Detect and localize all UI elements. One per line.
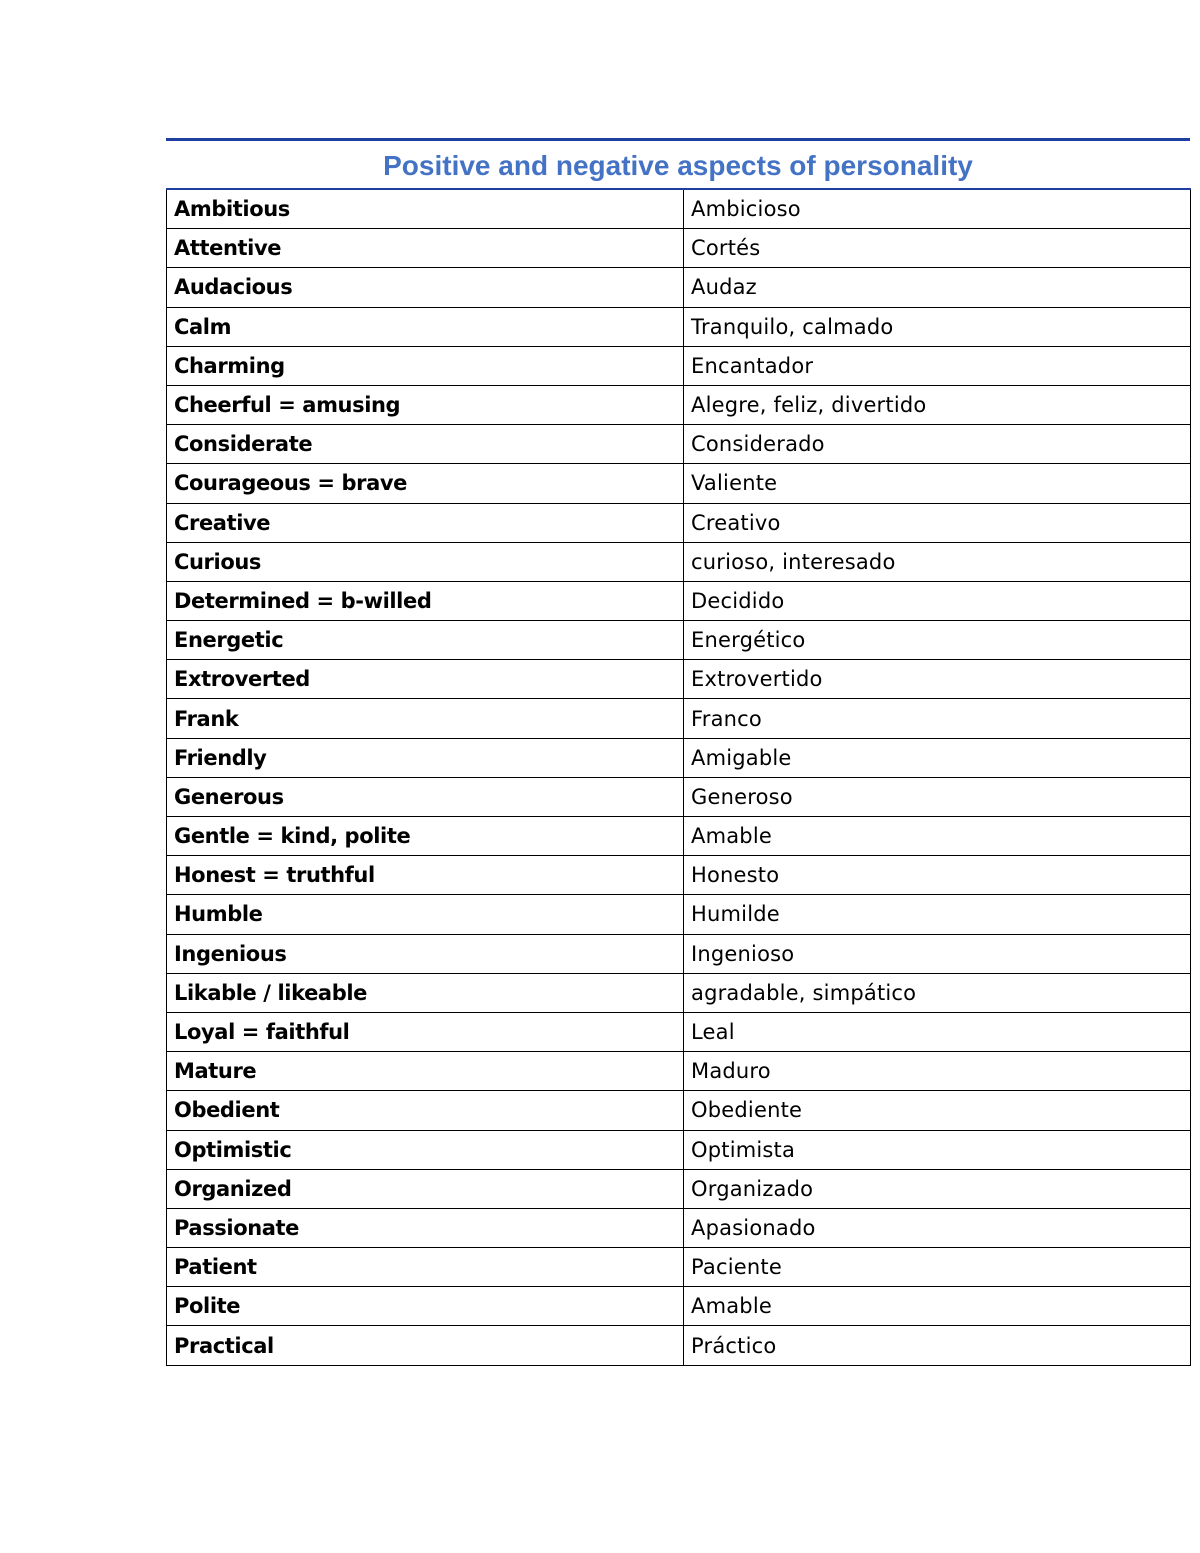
english-term-cell: Determined = b-willed: [167, 581, 684, 620]
spanish-translation-cell: Optimista: [684, 1130, 1191, 1169]
vocabulary-table-body: [167, 189, 1191, 1365]
english-term-cell: Patient: [167, 1248, 684, 1287]
english-term-cell: Organized: [167, 1169, 684, 1208]
spanish-translation-cell: Alegre, feliz, divertido: [684, 385, 1191, 424]
table-row: [167, 738, 1191, 777]
table-row: [167, 542, 1191, 581]
spanish-translation-cell: Amable: [684, 1287, 1191, 1326]
english-term-cell: Curious: [167, 542, 684, 581]
spanish-translation-cell: curioso, interesado: [684, 542, 1191, 581]
spanish-translation-cell: Considerado: [684, 425, 1191, 464]
table-row: [167, 1287, 1191, 1326]
english-term-cell: Charming: [167, 346, 684, 385]
english-term-cell: Energetic: [167, 621, 684, 660]
table-row: [167, 268, 1191, 307]
table-row: [167, 621, 1191, 660]
spanish-translation-cell: Amable: [684, 817, 1191, 856]
english-term-cell: Generous: [167, 777, 684, 816]
spanish-translation-cell: Honesto: [684, 856, 1191, 895]
table-row: [167, 895, 1191, 934]
spanish-translation-cell: agradable, simpático: [684, 973, 1191, 1012]
table-row: [167, 346, 1191, 385]
spanish-translation-cell: Creativo: [684, 503, 1191, 542]
spanish-translation-cell: Apasionado: [684, 1208, 1191, 1247]
table-row: [167, 425, 1191, 464]
vocabulary-table: [166, 188, 1191, 1366]
table-row: [167, 581, 1191, 620]
english-term-cell: Frank: [167, 699, 684, 738]
table-row: [167, 1248, 1191, 1287]
english-term-cell: Passionate: [167, 1208, 684, 1247]
table-row: [167, 1169, 1191, 1208]
english-term-cell: Polite: [167, 1287, 684, 1326]
english-term-cell: Mature: [167, 1052, 684, 1091]
spanish-translation-cell: Generoso: [684, 777, 1191, 816]
table-row: [167, 817, 1191, 856]
spanish-translation-cell: Energético: [684, 621, 1191, 660]
english-term-cell: Courageous = brave: [167, 464, 684, 503]
table-row: [167, 856, 1191, 895]
title-top-rule: [166, 138, 1190, 141]
spanish-translation-cell: Decidido: [684, 581, 1191, 620]
table-row: [167, 1208, 1191, 1247]
table-row: [167, 934, 1191, 973]
english-term-cell: Extroverted: [167, 660, 684, 699]
table-row: [167, 229, 1191, 268]
table-row: [167, 307, 1191, 346]
spanish-translation-cell: Amigable: [684, 738, 1191, 777]
spanish-translation-cell: Valiente: [684, 464, 1191, 503]
table-row: [167, 503, 1191, 542]
page-title: Positive and negative aspects of personality: [383, 150, 973, 181]
spanish-translation-cell: Humilde: [684, 895, 1191, 934]
table-row: [167, 1130, 1191, 1169]
table-row: [167, 1012, 1191, 1051]
english-term-cell: Creative: [167, 503, 684, 542]
table-row: [167, 189, 1191, 229]
table-row: [167, 699, 1191, 738]
table-row: [167, 385, 1191, 424]
spanish-translation-cell: Ingenioso: [684, 934, 1191, 973]
spanish-translation-cell: Paciente: [684, 1248, 1191, 1287]
table-row: [167, 1091, 1191, 1130]
spanish-translation-cell: Encantador: [684, 346, 1191, 385]
english-term-cell: Likable / likeable: [167, 973, 684, 1012]
table-row: [167, 777, 1191, 816]
english-term-cell: Loyal = faithful: [167, 1012, 684, 1051]
spanish-translation-cell: Audaz: [684, 268, 1191, 307]
english-term-cell: Considerate: [167, 425, 684, 464]
table-row: [167, 464, 1191, 503]
spanish-translation-cell: Obediente: [684, 1091, 1191, 1130]
table-row: [167, 660, 1191, 699]
english-term-cell: Honest = truthful: [167, 856, 684, 895]
english-term-cell: Ambitious: [167, 189, 684, 229]
english-term-cell: Ingenious: [167, 934, 684, 973]
english-term-cell: Audacious: [167, 268, 684, 307]
spanish-translation-cell: Ambicioso: [684, 189, 1191, 229]
english-term-cell: Gentle = kind, polite: [167, 817, 684, 856]
table-row: [167, 1052, 1191, 1091]
spanish-translation-cell: Organizado: [684, 1169, 1191, 1208]
spanish-translation-cell: Extrovertido: [684, 660, 1191, 699]
english-term-cell: Humble: [167, 895, 684, 934]
english-term-cell: Optimistic: [167, 1130, 684, 1169]
spanish-translation-cell: Franco: [684, 699, 1191, 738]
english-term-cell: Attentive: [167, 229, 684, 268]
table-row: [167, 973, 1191, 1012]
english-term-cell: Cheerful = amusing: [167, 385, 684, 424]
spanish-translation-cell: Cortés: [684, 229, 1191, 268]
english-term-cell: Friendly: [167, 738, 684, 777]
spanish-translation-cell: Leal: [684, 1012, 1191, 1051]
spanish-translation-cell: Práctico: [684, 1326, 1191, 1365]
english-term-cell: Practical: [167, 1326, 684, 1365]
english-term-cell: Calm: [167, 307, 684, 346]
table-row: [167, 1326, 1191, 1365]
spanish-translation-cell: Tranquilo, calmado: [684, 307, 1191, 346]
spanish-translation-cell: Maduro: [684, 1052, 1191, 1091]
english-term-cell: Obedient: [167, 1091, 684, 1130]
